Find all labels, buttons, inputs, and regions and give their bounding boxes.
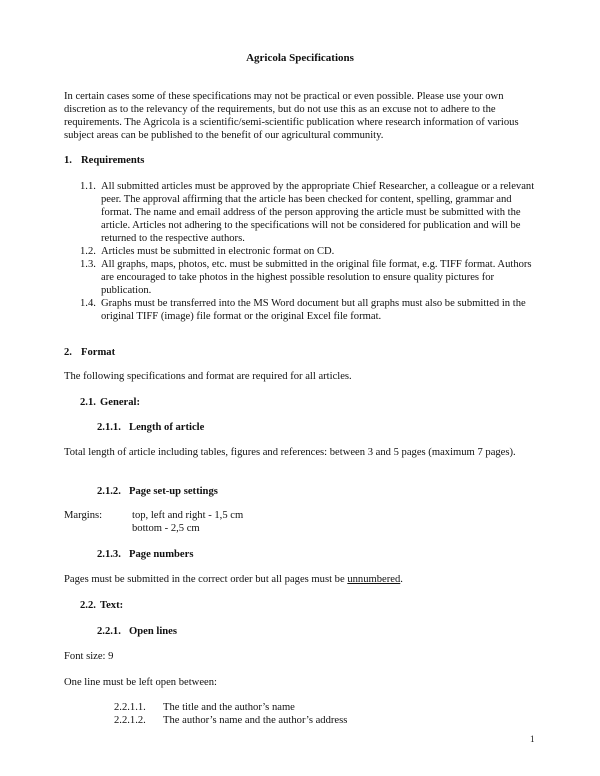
subsection-title: Page set-up settings — [129, 486, 218, 497]
section-title: Format — [81, 347, 116, 358]
list-item-text: Graphs must be transferred into the MS Word document but all graphs must also be submitted in the original TIFF (image) file format or the original Excel file format. — [101, 298, 526, 322]
section-title: Requirements — [81, 155, 145, 166]
unnumbered-emphasis: unnumbered — [347, 574, 401, 585]
subsection-title: Page numbers — [129, 549, 194, 560]
section-1-heading — [64, 154, 144, 167]
subsection-number: 2.1.3. — [97, 549, 121, 560]
list-item-number: 2.2.1.1. — [114, 702, 146, 713]
list-item — [80, 297, 540, 323]
intro-paragraph: In certain cases some of these specifications may not be practical or even possible. Please use your own discretion as to the relevancy of the requirements, but do not use this as an excuse not to adhere to the requirements. The Agricola is a scientific/semi-scientific publication where research information of various subject areas can be published to the benefit of our agricultural community. — [64, 91, 519, 141]
page-numbers-end: . — [400, 574, 403, 585]
page-number: 1 — [530, 734, 535, 744]
page-numbers-text: Pages must be submitted in the correct order but all pages must be — [64, 574, 348, 585]
list-item-text: Articles must be submitted in electronic format on CD. — [101, 246, 335, 257]
format-intro: The following specifications and format are required for all articles. — [64, 371, 352, 382]
list-item-number: 2.2.1.2. — [114, 715, 146, 726]
subsection-number: 2.1. — [80, 397, 96, 408]
subsection-number: 2.1.2. — [97, 486, 121, 497]
open-lines-intro: One line must be left open between: — [64, 677, 217, 688]
list-item-number: 1.2. — [80, 246, 96, 257]
page-numbers-paragraph — [64, 573, 542, 586]
subsection-number: 2.2. — [80, 600, 96, 611]
section-number: 2. — [64, 347, 72, 358]
list-item-number: 1.3. — [80, 259, 96, 270]
margins-line-2: bottom - 2,5 cm — [132, 523, 200, 534]
list-item-text: All graphs, maps, photos, etc. must be submitted in the original file format, e.g. TIFF format. Authors are encouraged to take photos in the highest possible resolution to ensure quality pictures for publication. — [101, 259, 532, 296]
list-item-number: 1.1. — [80, 181, 96, 192]
margins-label: Margins: — [64, 510, 103, 521]
margins-line-1: top, left and right - 1,5 cm — [132, 510, 244, 521]
section-number: 1. — [64, 155, 72, 166]
list-item — [80, 245, 540, 258]
subsection-2-1-heading — [80, 396, 140, 409]
list-item-number: 1.4. — [80, 298, 96, 309]
subsection-title: Length of article — [129, 422, 205, 433]
list-item-text: All submitted articles must be approved by the appropriate Chief Researcher, a colleague or a relevant peer. The approval affirming that the article has been checked for content, spelling, grammar and format. The name and email address of the person approving the article must be submitted with the article. Articles not adhering to the specifications will not be considered for publication and will be returned to the respective authors. — [101, 181, 535, 244]
list-item — [80, 180, 540, 245]
list-item — [114, 701, 414, 714]
list-item — [80, 258, 540, 297]
subsection-2-1-1-heading — [97, 421, 204, 434]
subsection-title: General: — [100, 397, 141, 408]
length-paragraph: Total length of article including tables, figures and references: between 3 and 5 pages (maximum 7 pages). — [64, 447, 516, 458]
list-item — [114, 714, 414, 727]
subsection-number: 2.2.1. — [97, 626, 121, 637]
list-item-text: The title and the author’s name — [163, 702, 295, 713]
subsection-title: Open lines — [129, 626, 177, 637]
font-size-line: Font size: 9 — [64, 651, 114, 662]
requirements-list — [80, 180, 540, 323]
section-2-heading — [64, 346, 115, 359]
subsection-title: Text: — [100, 600, 124, 611]
subsection-number: 2.1.1. — [97, 422, 121, 433]
subsection-2-1-2-heading — [97, 485, 218, 498]
subsection-2-2-heading — [80, 599, 123, 612]
document-title: Agricola Specifications — [246, 52, 354, 64]
list-item-text: The author’s name and the author’s address — [163, 715, 348, 726]
open-lines-list — [114, 701, 414, 727]
subsection-2-1-3-heading — [97, 548, 193, 561]
subsection-2-2-1-heading — [97, 625, 177, 638]
